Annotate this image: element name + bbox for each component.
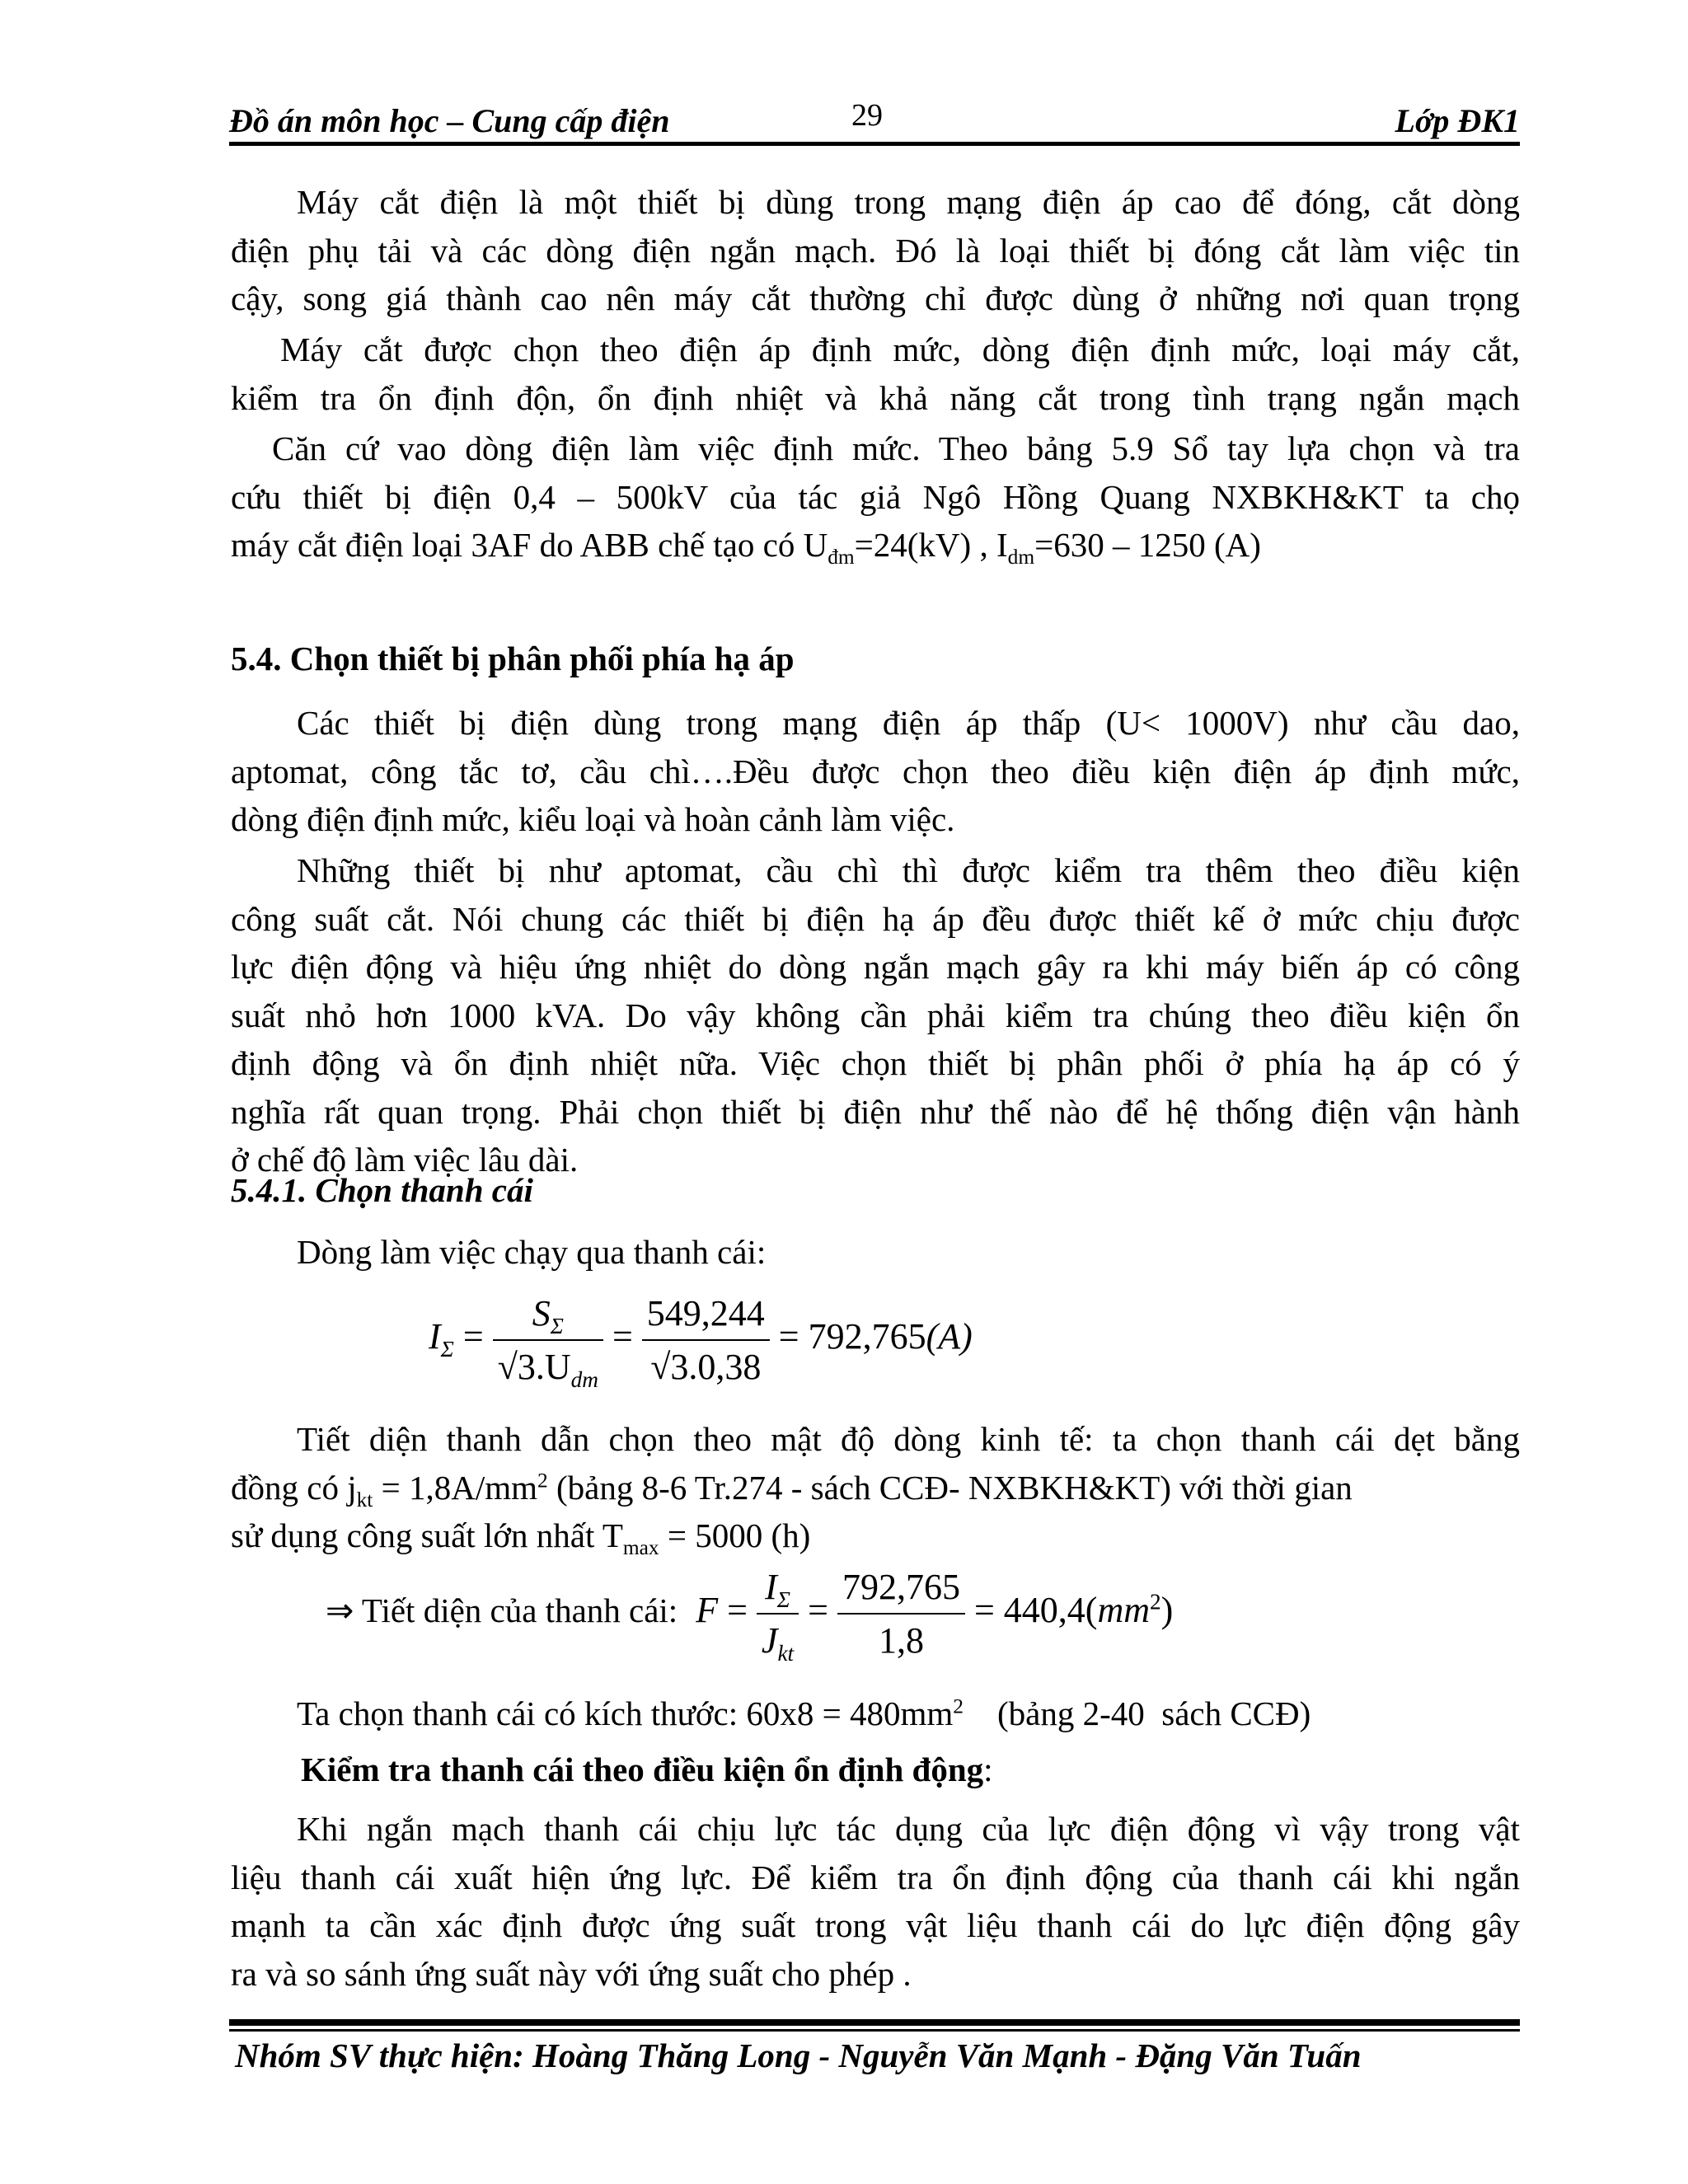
fraction-values: $\frac{549,244}{√3.0,38}$ — [642, 1292, 770, 1388]
paragraph-aptomat — [231, 846, 1520, 1184]
fraction-current-density: $\frac{I_\Sigma}{J_{kt}}$ — [757, 1566, 799, 1661]
formula-lhs: $I_\Sigma$ — [429, 1316, 454, 1361]
paragraph-dynamic-stability — [231, 1805, 1520, 1998]
formula-busbar-current: $I_\Sigma$ = $\frac{S_\Sigma}{√3.U_{dm}}$ = $\frac{549,244}{√3.0,38}$ = 792,765(A) — [429, 1293, 973, 1392]
check-heading: Kiểm tra thanh cái theo điều kiện ổn định động: — [301, 1750, 993, 1788]
text-line: cậy, song giá thành cao nên máy cắt thường chỉ được dùng ở những nơi quan trọng — [231, 279, 1520, 317]
text-line: Căn cứ vao dòng điện làm việc định mức. Theo bảng 5.9 Sổ tay lựa chọn và tra — [272, 429, 1520, 467]
text-line: dòng điện định mức, kiểu loại và hoàn cảnh làm việc. — [231, 800, 955, 838]
paragraph-circuit-breaker — [231, 178, 1520, 323]
text-line: Các thiết bị điện dùng trong mạng điện áp thấp (U< 1000V) như cầu dao, — [297, 704, 1520, 742]
text-line: máy cắt điện loại 3AF do ABB chế tạo có $U_{đm}=24(kV)$ , $I_{dm}=630 - 1250$ (A) — [231, 526, 1261, 569]
text-line: công suất cắt. Nói chung các thiết bị điện hạ áp đều được thiết kế ở mức chịu được — [231, 899, 1520, 938]
page-footer: Nhóm SV thực hiện: Hoàng Thăng Long - Nguyễn Văn Mạnh - Đặng Văn Tuấn — [235, 2036, 1362, 2074]
paragraph-low-voltage-devices — [231, 699, 1520, 844]
section-heading-5-4-1: 5.4.1. Chọn thanh cái — [231, 1171, 533, 1209]
footer-rule-thin — [229, 2029, 1520, 2032]
text-line: cứu thiết bị điện 0,4 – 500kV của tác giả Ngô Hồng Quang NXBKH&KT ta chọ — [231, 477, 1520, 516]
header-title: Đồ án môn học – Cung cấp điện — [229, 102, 670, 139]
paragraph-cross-section — [231, 1415, 1520, 1560]
text-line: Những thiết bị như aptomat, cầu chì thì được kiểm tra thêm theo điều kiện — [297, 851, 1520, 889]
paragraph-busbar-size — [231, 1690, 1520, 1738]
header-rule — [229, 142, 1520, 146]
section-heading-5-4: 5.4. Chọn thiết bị phân phối phía hạ áp — [231, 640, 795, 677]
text-line: Tiết diện thanh dẫn chọn theo mật độ dòng kinh tế: ta chọn thanh cái dẹt bằng — [297, 1420, 1520, 1458]
text-line: điện phụ tải và các dòng điện ngắn mạch. Đó là loại thiết bị đóng cắt làm việc tin — [231, 231, 1520, 269]
fraction-power-voltage: $\frac{S_\Sigma}{√3.U_{dm}}$ — [493, 1292, 603, 1388]
text-line: Ta chọn thanh cái có kích thước: $60x8 = 480mm^2$ (bảng 2-40 sách CCĐ) — [297, 1694, 1311, 1732]
page-header — [229, 97, 1520, 143]
paragraph-busbar-current — [231, 1228, 1520, 1277]
text-line: liệu thanh cái xuất hiện ứng lực. Để kiểm tra ổn định động của thanh cái khi ngắn — [231, 1858, 1520, 1896]
text-line: đồng có $j_{kt} = 1,8A/mm^2$ (bảng 8-6 Tr.274 - sách CCĐ- NXBKH&KT) với thời gian — [231, 1468, 1353, 1511]
text-line: nghĩa rất quan trọng. Phải chọn thiết bị điện như thế nào để hệ thống điện vận hành — [231, 1092, 1520, 1131]
text-line: aptomat, công tắc tơ, cầu chì….Đều được chọn theo điều kiện điện áp định mức, — [231, 752, 1520, 790]
text-line: ở chế độ làm việc lâu dài. — [231, 1141, 579, 1179]
text-line: mạnh ta cần xác định được ứng suất trong vật liệu thanh cái do lực điện động gây — [231, 1906, 1520, 1944]
text-line: định động và ổn định nhiệt nữa. Việc chọn thiết bị phân phối ở phía hạ áp có ý — [231, 1044, 1520, 1082]
text-line: Máy cắt điện là một thiết bị dùng trong mạng điện áp cao để đóng, cắt dòng — [297, 183, 1520, 221]
paragraph-breaker-choice — [231, 424, 1520, 569]
text-line: lực điện động và hiệu ứng nhiệt do dòng ngắn mạch gây ra khi máy biến áp có công — [231, 948, 1520, 986]
text-line: Dòng làm việc chạy qua thanh cái: — [297, 1233, 767, 1271]
header-class: Lớp ĐK1 — [1395, 102, 1520, 139]
text-line: Máy cắt được chọn theo điện áp định mức, dòng điện định mức, loại máy cắt, — [280, 330, 1520, 368]
fraction-values: $\frac{792,765}{1,8}$ — [837, 1566, 965, 1661]
text-line: ra và so sánh ứng suất này với ứng suất cho phép . — [231, 1954, 912, 1993]
text-line: kiểm tra ổn định độn, ổn định nhiệt và khả năng cắt trong tình trạng ngắn mạch — [231, 378, 1520, 417]
footer-rule-thick — [229, 2019, 1520, 2026]
paragraph-breaker-selection — [231, 326, 1520, 422]
text-line: Khi ngắn mạch thanh cái chịu lực tác dụng của lực điện động vì vậy trong vật — [297, 1810, 1520, 1848]
check-heading-bold: Kiểm tra thanh cái theo điều kiện ổn định động — [301, 1750, 984, 1788]
page-number: 29 — [851, 98, 883, 133]
text-line: suất nhỏ hơn 1000 kVA. Do vậy không cần phải kiểm tra chúng theo điều kiện ổn — [231, 996, 1520, 1034]
text-line: sử dụng công suất lớn nhất $T_{max} = 5000$ (h) — [231, 1516, 811, 1560]
formula-cross-section: ⇒ Tiết diện của thanh cái: F = $\frac{I_\Sigma}{J_{kt}}$ = $\frac{792,765}{1,8}$ = $440,4(mm^2)$ — [326, 1567, 1174, 1666]
